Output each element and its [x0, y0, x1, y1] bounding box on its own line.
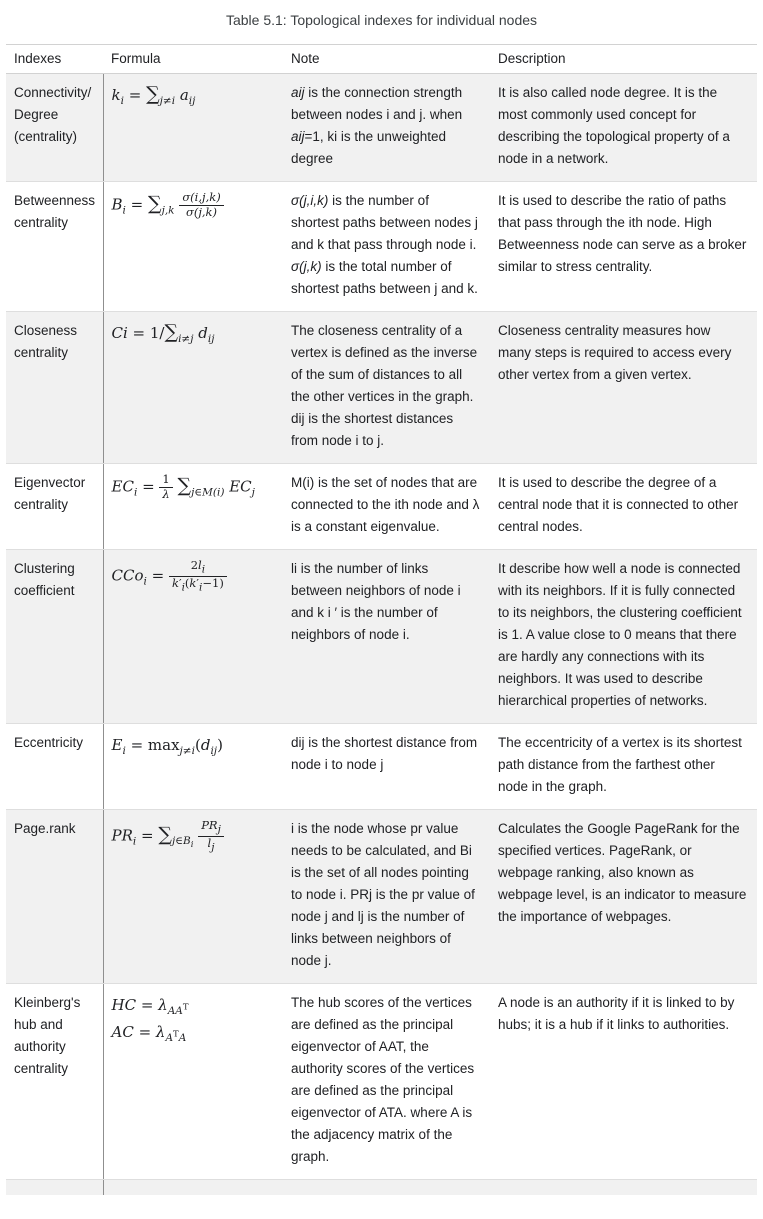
table-row-kleinberg: [6, 984, 757, 1180]
col-header-description: Description: [490, 45, 757, 74]
formula-cell: $k_i = \sum_{j\ne i}$ $a_{ij}$: [103, 74, 283, 182]
note-cell: li is the number of links between neighbors of node i and k i ′ is the number of neighbors of node i.: [283, 550, 490, 724]
index-cell: [6, 1180, 103, 1195]
note-cell: M(i) is the set of nodes that are connected to the ith node and λ is a constant eigenvalue.: [283, 464, 490, 550]
note-cell: [283, 1180, 490, 1195]
topological-indexes-table: [6, 44, 757, 1195]
formula-cell: $PR_i = \sum_{j\in B_i}$ $\frac{PR_j}{l_j}$: [103, 810, 283, 984]
description-cell: [490, 1180, 757, 1195]
index-cell: Clustering coefficient: [6, 550, 103, 724]
col-header-indexes: Indexes: [6, 45, 103, 74]
table-row-closeness: [6, 312, 757, 464]
table-caption: Table 5.1: Topological indexes for individual nodes: [225, 12, 538, 28]
col-header-note: Note: [283, 45, 490, 74]
index-cell: Page.rank: [6, 810, 103, 984]
header-row: [6, 45, 757, 74]
table-row-eigenvector: [6, 464, 757, 550]
table-row-betweenness: [6, 182, 757, 312]
formula-cell: CCo$_i$ = $\frac{2l_i}{k'_i(k'_i-1)}$: [103, 550, 283, 724]
formula-cell: $B_i = \sum_{j,k}$ $\frac{\sigma(i,j,k)}{\sigma(j,k)}$: [103, 182, 283, 312]
index-cell: Betweenness centrality: [6, 182, 103, 312]
description-cell: It describe how well a node is connected with its neighbors. If it is fully connected to its neighbors, the clustering coefficient is 1. A value close to 0 means that there are hardly any connections with its neighbors. It was used to describe hierarchical properties of networks.: [490, 550, 757, 724]
note-cell: dij is the shortest distance from node i to node j: [283, 724, 490, 810]
formula-cell: $Ci = 1/\sum_{i\ne j}$ $d_{ij}$: [103, 312, 283, 464]
note-cell: The hub scores of the vertices are defined as the principal eigenvector of AAT, the authority scores of the vertices are defined as the principal eigenvector of ATA. where A is the adjacency matrix of the graph.: [283, 984, 490, 1180]
description-cell: The eccentricity of a vertex is its shortest path distance from the farthest other node in the graph.: [490, 724, 757, 810]
description-cell: It is also called node degree. It is the most commonly used concept for describing the topological property of a node in a network.: [490, 74, 757, 182]
formula-cell: $EC_i$ = $\frac{1}{\lambda}$ $\sum_{j\in M(i)}$ $EC_j$: [103, 464, 283, 550]
table-row-clustering: [6, 550, 757, 724]
note-cell: i is the node whose pr value needs to be calculated, and Bi is the set of all nodes pointing to node i. PRj is the pr value of node j and lj is the number of links between neighbors of node j.: [283, 810, 490, 984]
index-cell: Kleinberg's hub and authority centrality: [6, 984, 103, 1180]
col-header-formula: Formula: [103, 45, 283, 74]
table-row-pagerank: [6, 810, 757, 984]
description-cell: Closeness centrality measures how many steps is required to access every other vertex from a given vertex.: [490, 312, 757, 464]
formula-cell: [103, 1180, 283, 1195]
description-cell: A node is an authority if it is linked to by hubs; it is a hub if it links to authorities.: [490, 984, 757, 1180]
formula-cell: HC = $\lambda_{AA^T}$ AC = $\lambda_{A^TA}$: [103, 984, 283, 1180]
table-row-cutoff: [6, 1180, 757, 1195]
index-cell: Eccentricity: [6, 724, 103, 810]
description-cell: It is used to describe the degree of a central node that it is connected to other central nodes.: [490, 464, 757, 550]
table-row-connectivity: [6, 74, 757, 182]
note-cell: aij is the connection strength between nodes i and j. when aij=1, ki is the unweighted degree: [283, 74, 490, 182]
note-cell: σ(j,i,k) is the number of shortest paths between nodes j and k that pass through node i. σ(j,k) is the total number of shortest paths between j and k.: [283, 182, 490, 312]
index-cell: Connectivity/ Degree (centrality): [6, 74, 103, 182]
table-row-eccentricity: [6, 724, 757, 810]
description-cell: It is used to describe the ratio of paths that pass through the ith node. High Betweenness node can serve as a broker similar to stress centrality.: [490, 182, 757, 312]
description-cell: Calculates the Google PageRank for the specified vertices. PageRank, or webpage ranking, also known as webpage level, is an indicator to measure the importance of webpages.: [490, 810, 757, 984]
index-cell: Closeness centrality: [6, 312, 103, 464]
note-cell: The closeness centrality of a vertex is defined as the inverse of the sum of distances to all the other vertices in the graph. dij is the shortest distances from node i to j.: [283, 312, 490, 464]
formula-cell: $E_i = \max_{j\ne i}(d_{ij})$: [103, 724, 283, 810]
index-cell: Eigenvector centrality: [6, 464, 103, 550]
